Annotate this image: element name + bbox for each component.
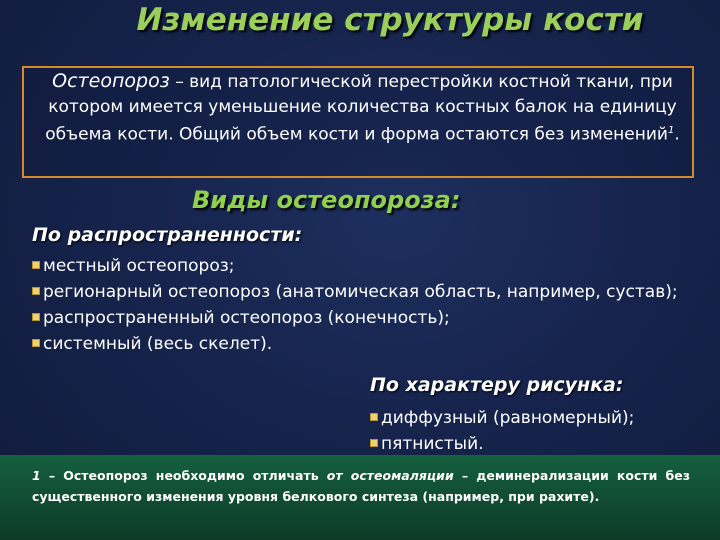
definition-body: – вид патологической перестройки костной ткани, при котором имеется уменьшение количества костных балок на единицу объема кости. Общий объем кости и форма остаются без изменений xyxy=(45,72,677,145)
footnote-text-1: – Остеопороз необходимо отличать xyxy=(40,468,327,483)
list-item xyxy=(32,279,692,305)
square-bullet-icon xyxy=(32,287,40,295)
square-bullet-icon xyxy=(370,439,378,447)
square-bullet-icon xyxy=(370,413,378,421)
list-item-text: распространенный остеопороз (конечность); xyxy=(43,308,450,328)
square-bullet-icon xyxy=(32,339,40,347)
list-item xyxy=(370,431,710,457)
square-bullet-icon xyxy=(32,313,40,321)
list-item-text: местный остеопороз; xyxy=(43,256,235,276)
footnote xyxy=(32,465,690,507)
definition-text xyxy=(35,69,690,147)
pattern-heading: По характеру рисунка: xyxy=(370,374,624,396)
list-item xyxy=(32,253,692,279)
list-item-text: регионарный остеопороз (анатомическая область, например, сустав); xyxy=(43,282,678,302)
list-item xyxy=(32,305,692,331)
footnote-reference: 1 xyxy=(667,125,675,136)
footnote-number: 1 xyxy=(32,468,41,483)
definition-term: Остеопороз xyxy=(52,70,170,92)
footnote-italic: от остеомаляции xyxy=(326,468,454,483)
types-heading: Виды остеопороза: xyxy=(192,186,461,214)
slide-title: Изменение структуры кости xyxy=(136,2,644,38)
list-item xyxy=(32,331,692,357)
footnote-text-2: – деминерализации кости без существенного изменения уровня белкового синтеза (например, при рахите). xyxy=(32,468,690,504)
pattern-list xyxy=(370,405,710,457)
square-bullet-icon xyxy=(32,261,40,269)
list-item xyxy=(370,405,710,431)
definition-end: . xyxy=(674,124,680,145)
list-item-text: диффузный (равномерный); xyxy=(381,408,635,428)
list-item-text: системный (весь скелет). xyxy=(43,334,273,354)
list-item-text: пятнистый. xyxy=(381,434,484,454)
prevalence-list xyxy=(32,253,692,357)
prevalence-heading: По распространенности: xyxy=(32,224,303,246)
